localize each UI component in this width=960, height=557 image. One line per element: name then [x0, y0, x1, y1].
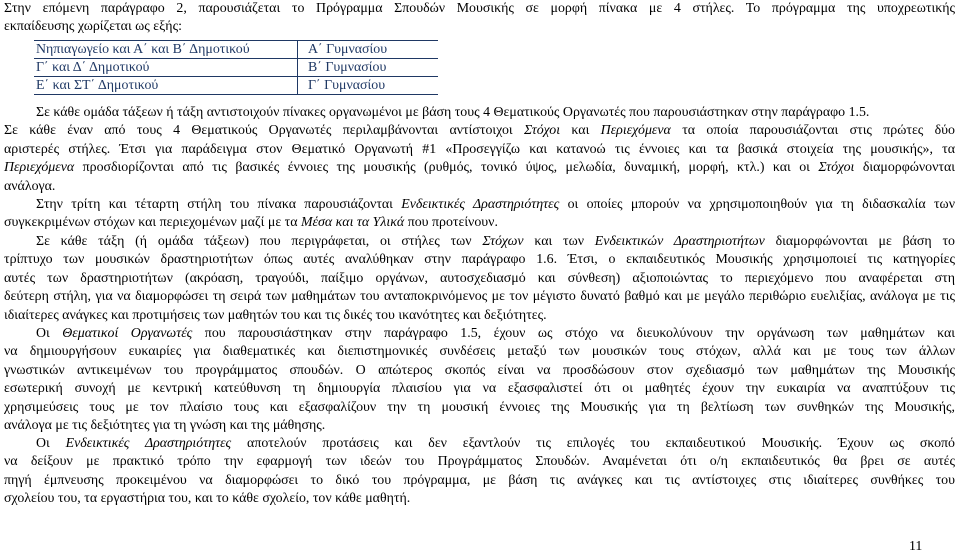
text-run: που προτείνουν.: [404, 215, 498, 231]
p3-line-4: δεύτερη στήλη, για να διαμορφώσει τη σειρά των μαθημάτων του ανταποκρινόμενος με τον μέγιστο δυνατό βαθμό και με μεγάλο περιθώριο ευελιξίας, ανάλογα με τις: [4, 289, 955, 305]
text-run: αποτελούν προτάσεις και δεν εξαντλούν τις επιλογές του εκπαιδευτικού Μουσικής. Έχουν ως σκοπό: [231, 436, 955, 451]
p4-line-6: ανάλογα με τις δεξιότητες για τη γνώση και της μάθησης.: [4, 417, 326, 433]
p2-line-1: [4, 196, 955, 214]
paragraph-4: [4, 325, 955, 435]
italic-run: Θεματικοί Οργανωτές: [62, 326, 193, 341]
group-right-cell: Β΄ Γυμνασίου: [298, 59, 439, 77]
text-run: και των: [523, 234, 595, 249]
text-run: και: [560, 123, 601, 139]
intro-line-1: Στην επόμενη παράγραφο 2, παρουσιάζεται το Πρόγραμμα Σπουδών Μουσικής σε μορφή πίνακα με 4 στήλες. Το πρόγραμμα της υποχρεωτικής: [4, 1, 955, 16]
group-left-cell: Νηπιαγωγείο και Α΄ και Β΄ Δημοτικού: [34, 41, 298, 59]
italic-run: Ενδεικτικές Δραστηριότητες: [65, 436, 232, 451]
class-groups-table: [34, 40, 438, 95]
italic-run: Περιεχόμενα: [600, 123, 671, 139]
paragraph-3: [4, 233, 955, 325]
text-run: Σε κάθε τάξη (ή ομάδα τάξεων) που περιγράφεται, οι στήλες των: [36, 234, 483, 249]
p4-line-3: γνωστικών αντικειμένων του προγράμματος σπουδών. Ο απώτερος σκοπός είναι να προσδώσουν στον σχεδιασμό των μαθημάτων της Μουσικής: [4, 362, 955, 378]
p2-line-2: [4, 214, 955, 232]
text-run: Σε κάθε έναν από τους 4 Θεματικούς Οργανωτές περιλαμβάνονται αντίστοιχοι: [4, 123, 525, 139]
group-left-cell: Ε΄ και ΣΤ΄ Δημοτικού: [34, 77, 298, 95]
paragraph-5: [4, 435, 955, 509]
paragraph-1: [4, 104, 955, 196]
p1-line-1: Σε κάθε ομάδα τάξεων ή τάξη αντιστοιχούν πίνακες οργανωμένοι με βάση τους 4 Θεματικούς Οργανωτές που παρουσιάστηκαν στην παράγραφο 1.5.: [36, 105, 870, 120]
p1-line-3: αριστερές στήλες. Έτσι για παράδειγμα στον Θεματικό Οργανωτή #1 «Προσεγγίζω και κατανοώ τις έννοιες και τα βασικά στοιχεία της μουσικής», τα: [4, 141, 955, 157]
text-run: οι οποίες μπορούν να χρησιμοποιηθούν για τη διδασκαλία των: [559, 197, 955, 212]
italic-run: Στόχοι: [818, 160, 855, 176]
italic-run: Μέσα και τα Υλικά: [300, 215, 405, 231]
intro-line-2: εκπαίδευσης χωρίζεται ως εξής:: [4, 19, 182, 34]
p5-line-4: σχολείου του, τα εργαστήρια του, και το κάθε σχολείο, τον κάθε μαθητή.: [4, 491, 411, 507]
p1-line-2: [4, 122, 955, 140]
p5-line-1: [4, 435, 955, 453]
p3-line-1: [4, 233, 955, 251]
p4-line-4: εσωτερική συνοχή με κεντρική κατεύθυνση τη δημιουργία πλαισίου για να εξασφαλιστεί ότι οι μαθητές έχουν την ευκαιρία να αναπτύξουν τις: [4, 381, 955, 397]
italic-run: Περιεχόμενα: [4, 160, 75, 176]
text-run: που παρουσιάστηκαν στην παράγραφο 1.5, έχουν ως στόχο να διευκολύνουν την οργάνωση των μαθημάτων και: [192, 326, 955, 341]
p3-line-5: ιδιαίτερες ανάγκες και προτιμήσεις των μαθητών του και τις δικές του ικανότητες και δεξιότητες.: [4, 307, 547, 323]
p4-line-1: [4, 325, 955, 343]
italic-run: Ενδεικτικών Δραστηριοτήτων: [594, 234, 765, 249]
group-right-cell: Α΄ Γυμνασίου: [308, 42, 388, 57]
text-run: διαμορφώνονται με βάση το: [764, 234, 955, 249]
p1-line-4: [4, 159, 955, 177]
italic-run: Στόχων: [482, 234, 524, 249]
text-run: Οι: [36, 326, 63, 341]
text-run: τα οποία παρουσιάζονται στις πρώτες δύο: [670, 123, 955, 139]
italic-run: Στόχοι: [524, 123, 561, 139]
table-row: [34, 41, 438, 59]
text-run: Στην τρίτη και τέταρτη στήλη του πίνακα παρουσιάζονται: [36, 197, 402, 212]
page-number: 11: [909, 539, 923, 554]
p5-line-3: πηγή έμπνευσης προκειμένου να διαμορφώσει το δικό του πρόγραμμα, με βάση τις ανάγκες και τις αντίστοιχες στις ιδιαίτερες συνθήκες του: [4, 472, 955, 488]
p4-line-5: χρησιμεύσεις τους με τον πλαίσιο τους και εξασφαλίζουν την τη μουσική έννοιες της Μουσικής για τη βελτίωση των συνθηκών της Μουσικής,: [4, 399, 955, 415]
p3-line-3: αυτές των δραστηριοτήτων (ακρόαση, τραγούδι, παίξιμο οργάνων, αυτοσχεδιασμό και σύνθεση) αξιοποιώντας το περιεχόμενο που αναφέρεται στη: [4, 270, 955, 286]
text-run: διαμορφώνονται: [854, 160, 955, 176]
p5-line-2: να δείξουν με πρακτικό τρόπο την εφαρμογή των ιδεών του Προγράμματος Σπουδών. Αναμένεται ότι ο/η εκπαιδευτικός θα βρει σε αυτές: [4, 454, 955, 470]
p1-line-5: ανάλογα.: [4, 178, 56, 194]
group-right-cell: Γ΄ Γυμνασίου: [298, 77, 439, 95]
p4-line-2: να δημιουργήσουν ευκαιρίες για διαθεματικές και διεπιστημονικές συνδέσεις μεταξύ των μουσικών τους στόχων, αλλά και με τους των άλλων: [4, 344, 955, 360]
group-left-cell: Γ΄ και Δ΄ Δημοτικού: [34, 59, 298, 77]
p3-line-2: τρίπτυχο των μουσικών δραστηριοτήτων όπως αυτές αναλύθηκαν στην παράγραφο 1.6. Έτσι, ο εκπαιδευτικός Μουσικής χρησιμοποιεί τις κατηγορίες: [4, 252, 955, 268]
table-row: [34, 59, 438, 77]
paragraph-2: [4, 196, 955, 233]
table-row: [34, 77, 438, 95]
italic-run: Ενδεικτικές Δραστηριότητες: [401, 197, 560, 212]
text-run: προσδιορίζονται από τις βασικές έννοιες της μουσικής (ρυθμός, τονικό ύψος, μελωδία, δυναμική, μορφή, κτλ.) και οι: [74, 160, 819, 176]
text-run: Οι: [36, 436, 66, 451]
text-run: συγκεκριμένων στόχων και περιεχομένων μαζί με τα: [4, 215, 301, 231]
